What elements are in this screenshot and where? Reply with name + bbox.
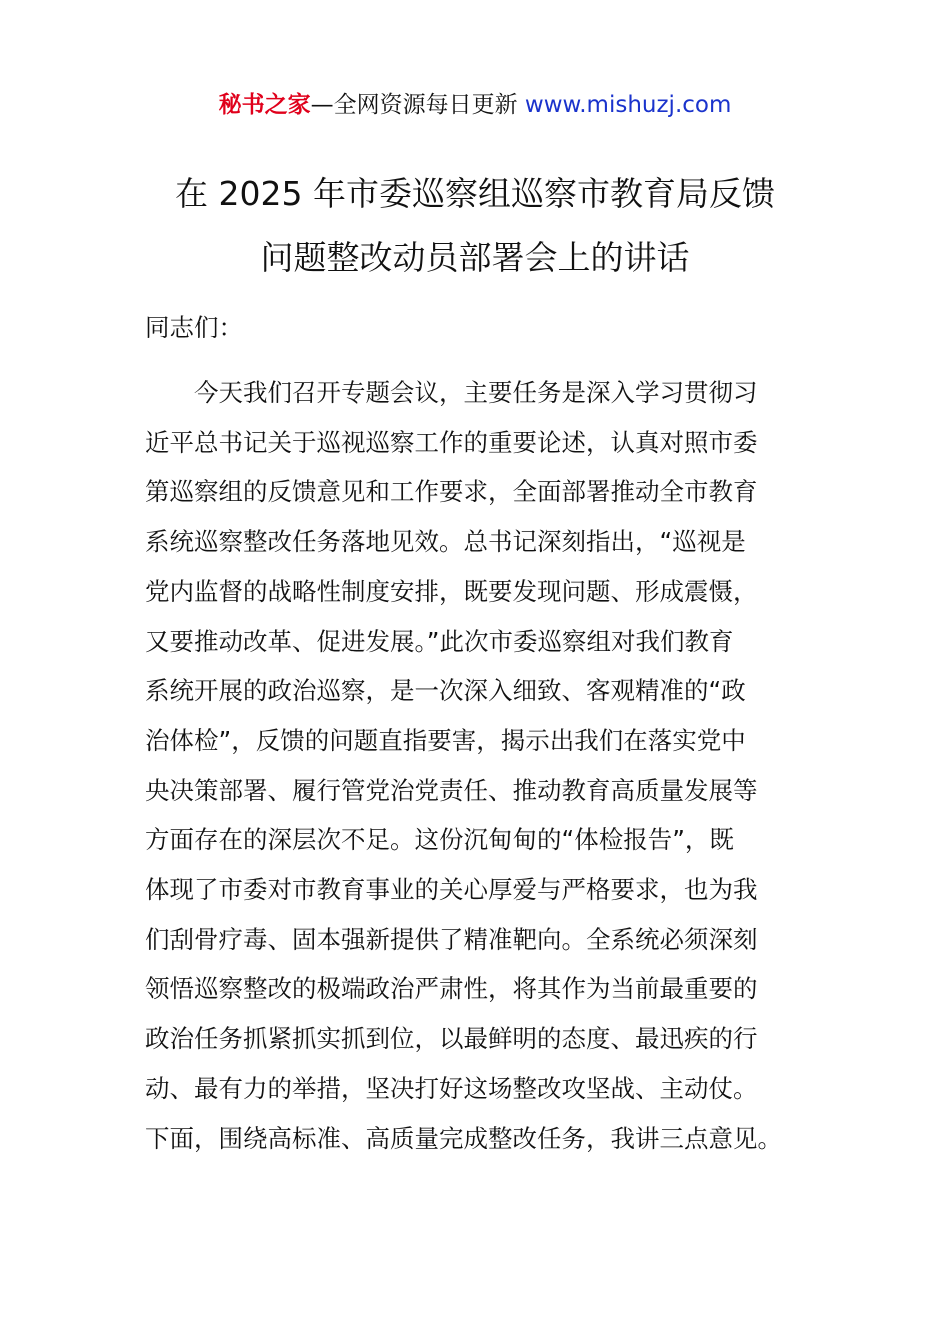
paragraph-line: 们刮骨疗毒、固本强新提供了精准靶向。全系统必须深刻 — [145, 924, 758, 954]
paragraph-line: 系统巡察整改任务落地见效。总书记深刻指出，“巡视是 — [145, 527, 746, 557]
header-tagline: —全网资源每日更新 — [310, 92, 518, 118]
paragraph-line: 领悟巡察整改的极端政治严肃性，将其作为当前最重要的 — [145, 974, 758, 1004]
paragraph-line: 党内监督的战略性制度安排，既要发现问题、形成震慑， — [145, 576, 758, 606]
paragraph-line: 治体检”，反馈的问题直指要害，揭示出我们在落实党中 — [145, 725, 746, 755]
paragraph-line: 又要推动改革、促进发展。”此次市委巡察组对我们教育 — [145, 626, 734, 656]
body-paragraph — [145, 368, 815, 1163]
title-line-2: 问题整改动员部署会上的讲话 — [260, 238, 690, 277]
paragraph-line: 方面存在的深层次不足。这份沉甸甸的“体检报告”，既 — [145, 825, 734, 855]
paragraph-line: 央决策部署、履行管党治党责任、推动教育高质量发展等 — [145, 775, 758, 805]
paragraph-line: 下面，围绕高标准、高质量完成整改任务，我讲三点意见。 — [145, 1123, 782, 1153]
paragraph-line: 系统开展的政治巡察，是一次深入细致、客观精准的“政 — [145, 676, 746, 706]
paragraph-line: 动、最有力的举措，坚决打好这场整改攻坚战、主动仗。 — [145, 1073, 758, 1103]
site-url-link[interactable]: www.mishuzj.com — [524, 92, 732, 118]
brand-name: 秘书之家 — [218, 92, 311, 118]
paragraph-line: 近平总书记关于巡视巡察工作的重要论述，认真对照市委 — [145, 427, 758, 457]
salutation: 同志们： — [145, 313, 243, 342]
paragraph-line: 今天我们召开专题会议，主要任务是深入学习贯彻习 — [145, 378, 758, 407]
title-line-1: 在 2025 年市委巡察组巡察市教育局反馈 — [175, 174, 775, 213]
document-title — [145, 162, 805, 290]
paragraph-line: 第巡察组的反馈意见和工作要求，全面部署推动全市教育 — [145, 477, 758, 507]
site-header — [0, 88, 950, 122]
paragraph-line: 体现了市委对市教育事业的关心厚爱与严格要求，也为我 — [145, 875, 758, 905]
paragraph-line: 政治任务抓紧抓实抓到位，以最鲜明的态度、最迅疾的行 — [145, 1024, 758, 1054]
